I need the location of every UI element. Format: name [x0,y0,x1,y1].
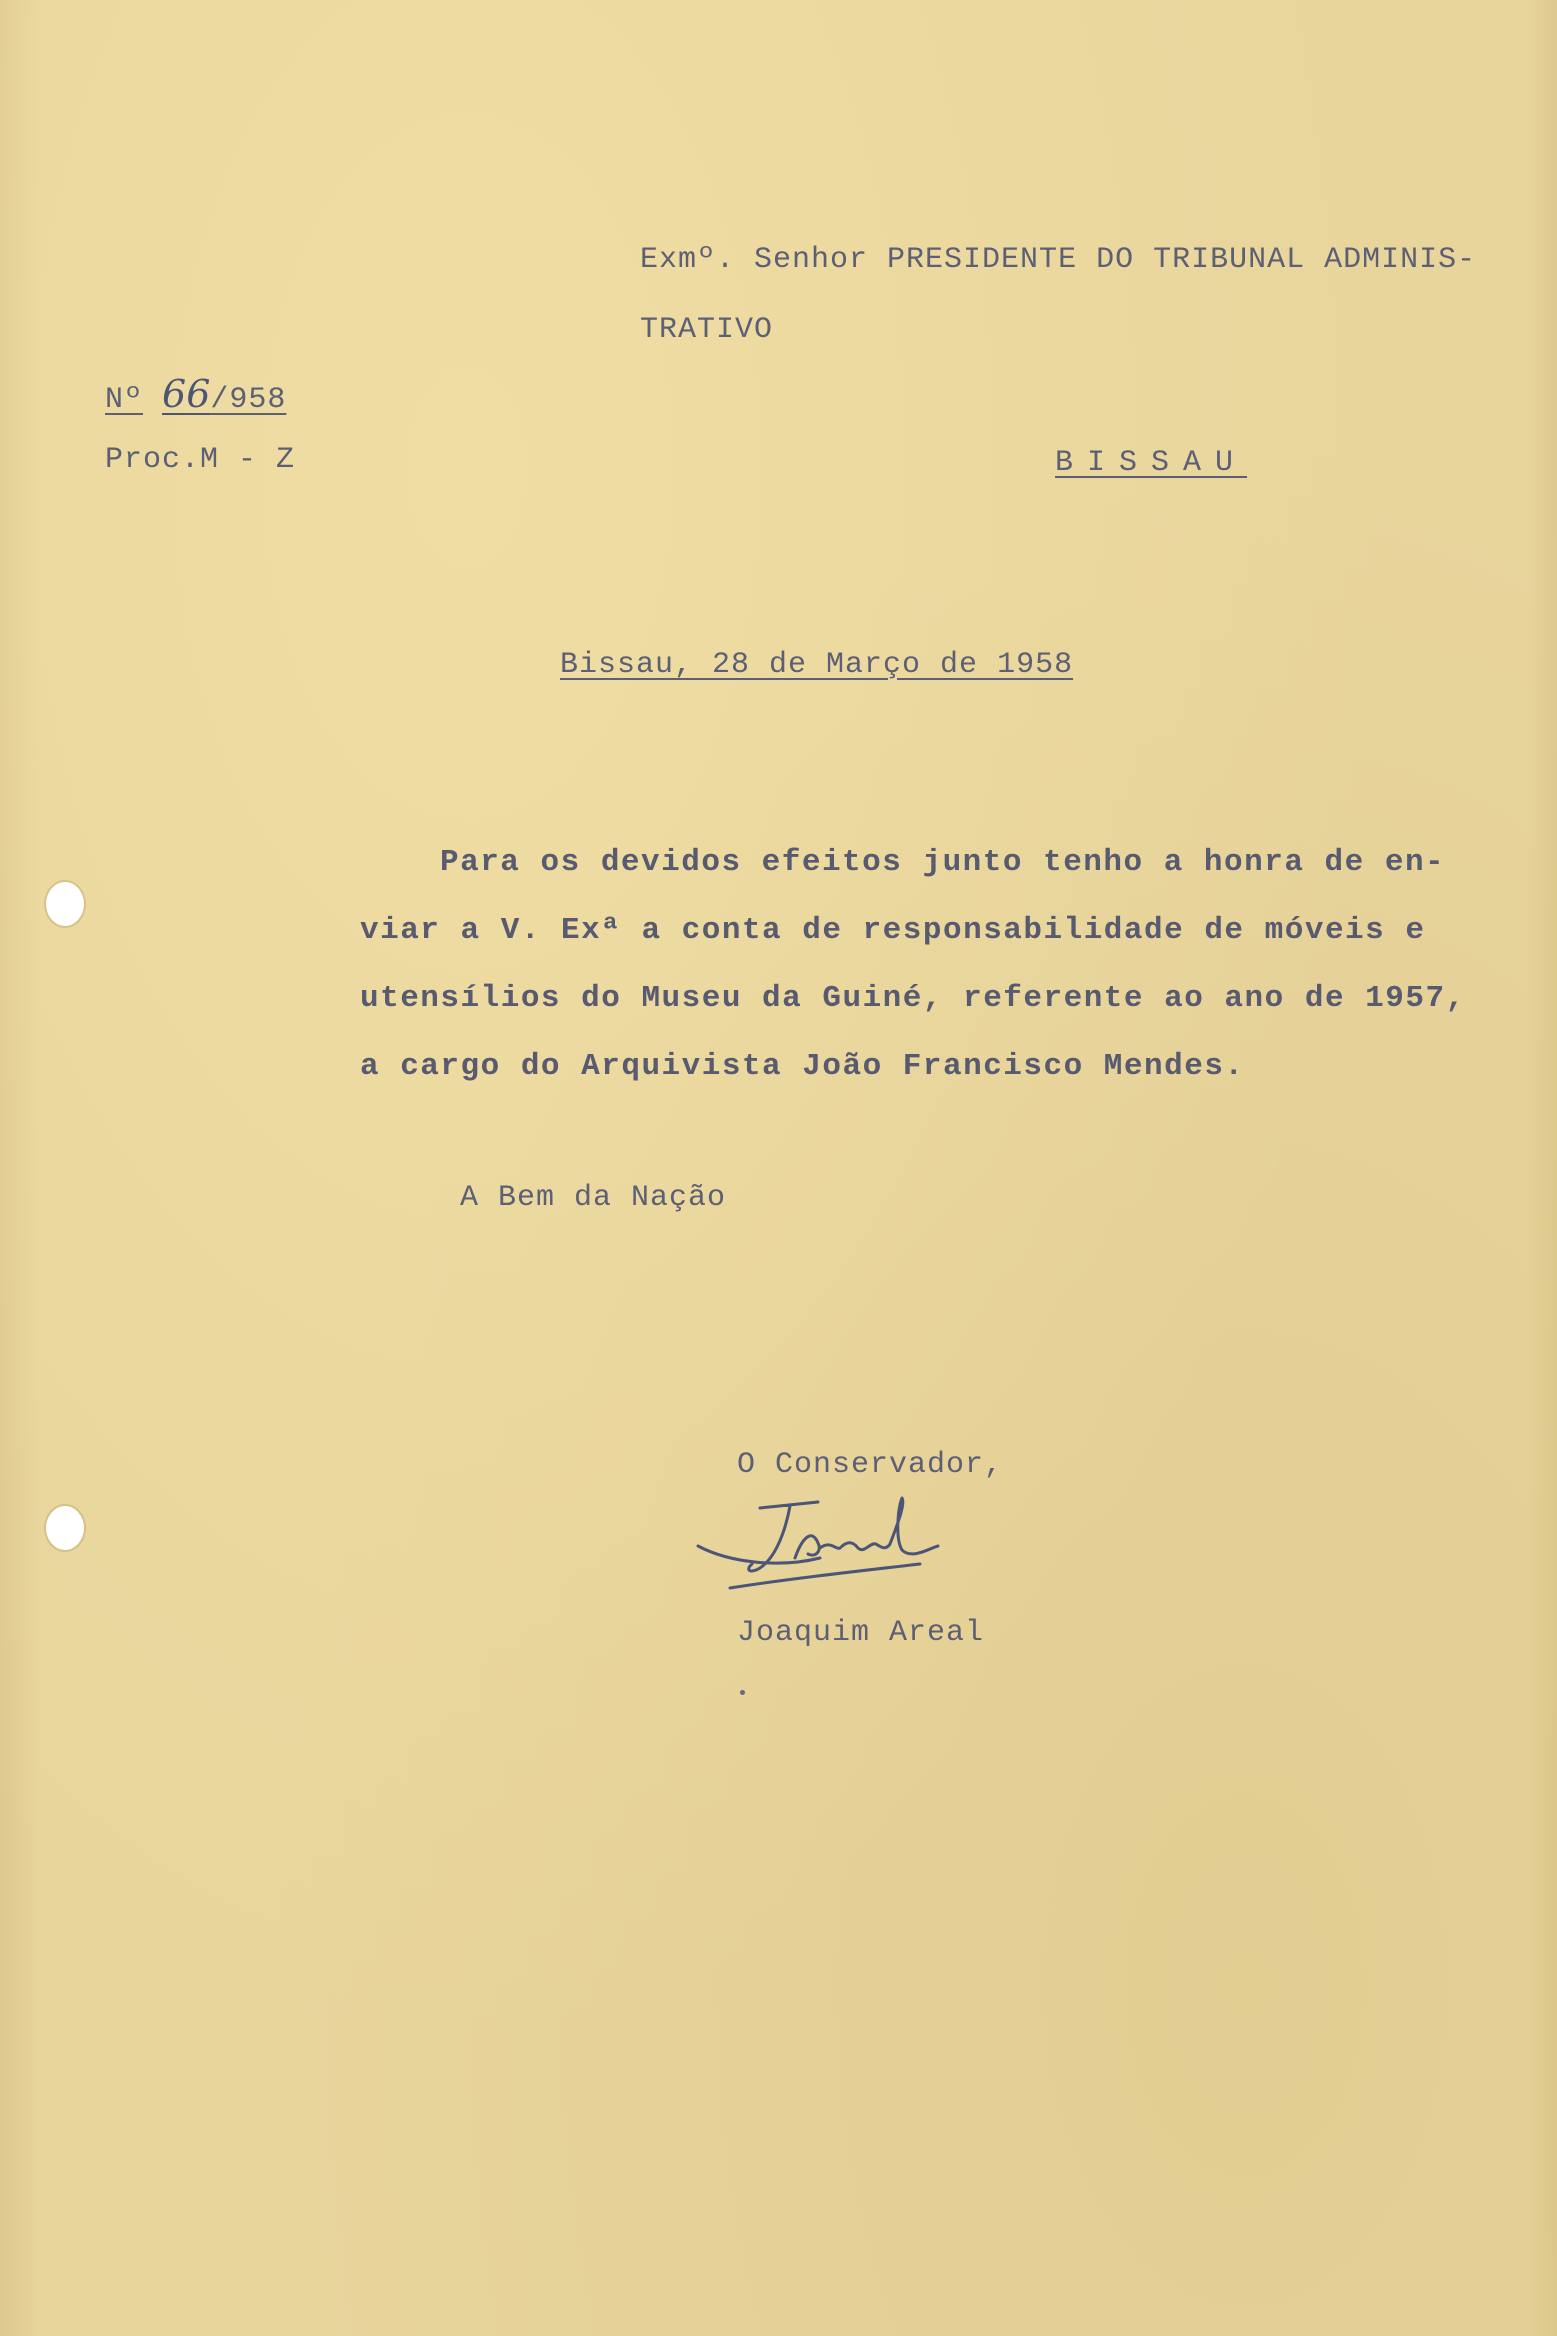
addressee-line-2: TRATIVO [640,313,774,347]
body-line-3: utensílios do Museu da Guiné, referente ao ano de 1957, [360,981,1466,1016]
ink-speck [740,1690,745,1695]
body-line-1: Para os devidos efeitos junto tenho a honra de en- [440,845,1446,880]
signatory-name: Joaquim Areal [737,1616,985,1650]
closing-salutation: A Bem da Nação [460,1181,727,1215]
reference-prefix: Nº [105,383,144,417]
city-heading: BISSAU [1055,446,1248,480]
reference-number [105,372,286,417]
body-line-2: viar a V. Exª a conta de responsabilidade de móveis e [360,913,1426,948]
punch-hole-bottom [46,1506,84,1550]
signatory-title: O Conservador, [737,1448,1004,1482]
handwritten-signature [690,1488,1030,1618]
letter-date: Bissau, 28 de Março de 1958 [560,648,1074,682]
process-code: Proc.M - Z [105,443,296,477]
reference-handwritten-number: 66 [162,372,211,416]
reference-year: /958 [210,383,287,417]
punch-hole-top [46,882,84,926]
body-line-4: a cargo do Arquivista João Francisco Mendes. [360,1049,1245,1084]
addressee-line-1: Exmº. Senhor PRESIDENTE DO TRIBUNAL ADMINIS- [640,243,1477,277]
